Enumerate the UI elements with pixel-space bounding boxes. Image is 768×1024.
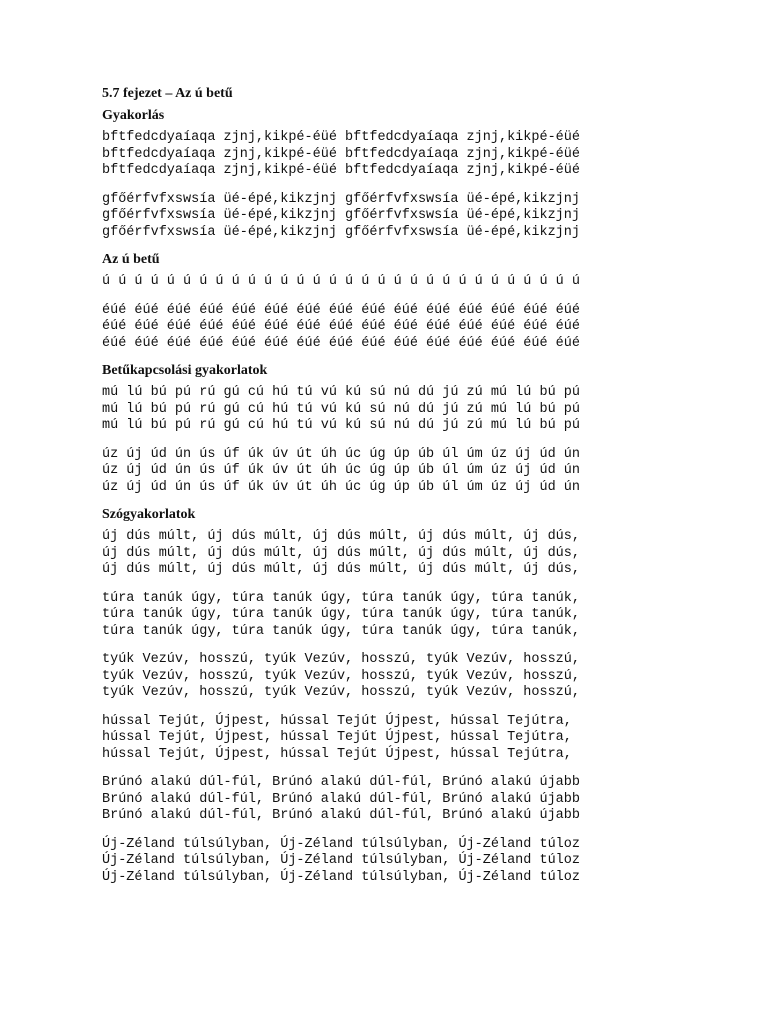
practice-line: új dús múlt, új dús múlt, új dús múlt, új dús múlt, új dús, (102, 545, 580, 561)
practice-line: tyúk Vezúv, hosszú, tyúk Vezúv, hosszú, tyúk Vezúv, hosszú, (102, 652, 580, 667)
practice-line: tyúk Vezúv, hosszú, tyúk Vezúv, hosszú, tyúk Vezúv, hosszú, (102, 668, 580, 684)
practice-line: bftfedcdyaíaqa zjnj,kikpé-éüé bftfedcdyaíaqa zjnj,kikpé-éüé (102, 163, 580, 178)
practice-block (102, 192, 662, 242)
practice-line: mú lú bú pú rú gú cú hú tú vú kú sú nú dú jú zú mú lú bú pú (102, 401, 580, 417)
practice-block (102, 652, 662, 702)
section-title: Szógyakorlatok (102, 507, 196, 522)
practice-block (102, 130, 662, 180)
exercise-sections (102, 108, 662, 886)
practice-block (102, 591, 662, 641)
practice-line: túra tanúk úgy, túra tanúk úgy, túra tanúk úgy, túra tanúk, (102, 607, 580, 622)
practice-line: Brúnó alakú dúl-fúl, Brúnó alakú dúl-fúl, Brúnó alakú újabb (102, 808, 580, 823)
practice-line: mú lú bú pú rú gú cú hú tú vú kú sú nú dú jú zú mú lú bú pú (102, 385, 580, 400)
practice-line: túra tanúk úgy, túra tanúk úgy, túra tanúk úgy, túra tanúk, (102, 623, 580, 639)
practice-line: éúé éúé éúé éúé éúé éúé éúé éúé éúé éúé éúé éúé éúé éúé éúé (102, 335, 580, 351)
exercise-section (102, 252, 662, 352)
exercise-section (102, 507, 662, 886)
practice-line: bftfedcdyaíaqa zjnj,kikpé-éüé bftfedcdyaíaqa zjnj,kikpé-éüé (102, 130, 580, 145)
practice-line: ú ú ú ú ú ú ú ú ú ú ú ú ú ú ú ú ú ú ú ú ú ú ú ú ú ú ú ú ú ú (102, 274, 580, 289)
practice-block (102, 529, 662, 579)
section-title: Az ú betű (102, 252, 160, 267)
practice-line: gfőérfvfxswsía üé-épé,kikzjnj gfőérfvfxswsía üé-épé,kikzjnj (102, 208, 580, 223)
practice-line: túra tanúk úgy, túra tanúk úgy, túra tanúk úgy, túra tanúk, (102, 590, 580, 606)
practice-line: úz új úd ún ús úf úk úv út úh úc úg úp úb úl úm úz új úd ún (102, 463, 580, 478)
practice-block (102, 714, 662, 764)
exercise-section (102, 108, 662, 241)
practice-line: éúé éúé éúé éúé éúé éúé éúé éúé éúé éúé éúé éúé éúé éúé éúé (102, 302, 580, 318)
practice-line: úz új úd ún ús úf úk úv út úh úc úg úp úb úl úm úz új úd ún (102, 479, 580, 495)
practice-line: hússal Tejút, Újpest, hússal Tejút Újpest, hússal Tejútra, (102, 746, 572, 762)
practice-line: új dús múlt, új dús múlt, új dús múlt, új dús múlt, új dús, (102, 529, 580, 544)
practice-line: tyúk Vezúv, hosszú, tyúk Vezúv, hosszú, tyúk Vezúv, hosszú, (102, 685, 580, 700)
practice-block (102, 447, 662, 497)
practice-line: hússal Tejút, Újpest, hússal Tejút Újpest, hússal Tejútra, (102, 713, 572, 729)
page-content (102, 86, 662, 897)
practice-line: úz új úd ún ús úf úk úv út úh úc úg úp úb úl úm úz új úd ún (102, 446, 580, 462)
practice-block (102, 837, 662, 887)
practice-block (102, 303, 662, 353)
exercise-section (102, 363, 662, 496)
practice-line: mú lú bú pú rú gú cú hú tú vú kú sú nú dú jú zú mú lú bú pú (102, 418, 580, 433)
practice-line: Brúnó alakú dúl-fúl, Brúnó alakú dúl-fúl, Brúnó alakú újabb (102, 791, 580, 807)
practice-block (102, 775, 662, 825)
practice-line: Új-Zéland túlsúlyban, Új-Zéland túlsúlyban, Új-Zéland túloz (102, 853, 580, 868)
practice-line: hússal Tejút, Újpest, hússal Tejút Újpest, hússal Tejútra, (102, 730, 572, 745)
practice-line: új dús múlt, új dús múlt, új dús múlt, új dús múlt, új dús, (102, 562, 580, 577)
section-title: Gyakorlás (102, 108, 165, 123)
practice-block (102, 385, 662, 435)
practice-line: Brúnó alakú dúl-fúl, Brúnó alakú dúl-fúl, Brúnó alakú újabb (102, 775, 580, 790)
practice-line: éúé éúé éúé éúé éúé éúé éúé éúé éúé éúé éúé éúé éúé éúé éúé (102, 319, 580, 334)
practice-line: bftfedcdyaíaqa zjnj,kikpé-éüé bftfedcdyaíaqa zjnj,kikpé-éüé (102, 146, 580, 162)
practice-line: gfőérfvfxswsía üé-épé,kikzjnj gfőérfvfxswsía üé-épé,kikzjnj (102, 191, 580, 207)
practice-line: gfőérfvfxswsía üé-épé,kikzjnj gfőérfvfxswsía üé-épé,kikzjnj (102, 224, 580, 240)
chapter-title: 5.7 fejezet – Az ú betű (102, 86, 233, 101)
practice-block (102, 274, 662, 291)
practice-line: Új-Zéland túlsúlyban, Új-Zéland túlsúlyban, Új-Zéland túloz (102, 869, 580, 885)
practice-line: Új-Zéland túlsúlyban, Új-Zéland túlsúlyban, Új-Zéland túloz (102, 836, 580, 852)
section-title: Betűkapcsolási gyakorlatok (102, 363, 268, 378)
